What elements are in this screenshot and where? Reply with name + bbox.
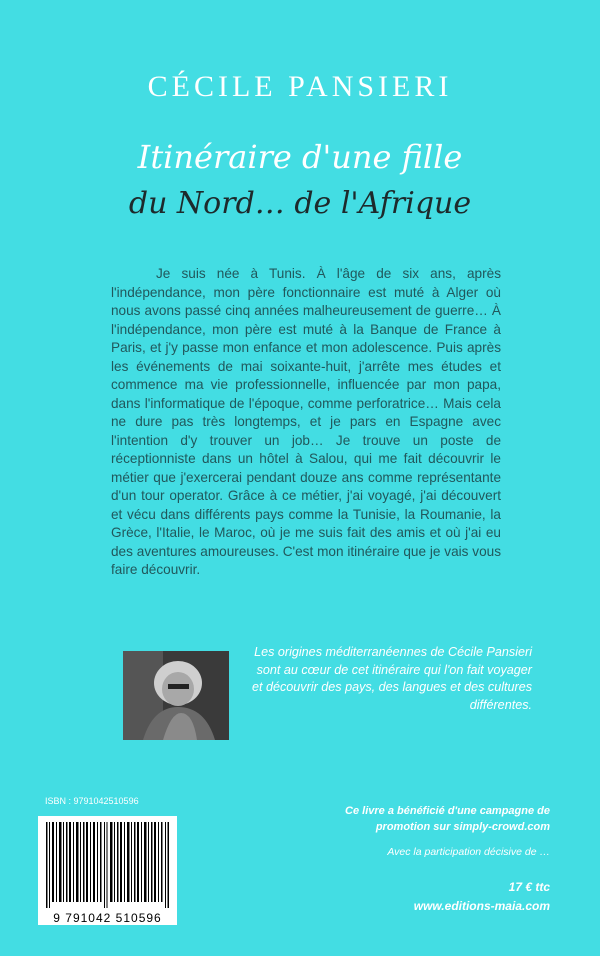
book-title-line1: Itinéraire d'une fille: [137, 138, 463, 176]
publisher-website: www.editions-maia.com: [413, 899, 550, 913]
barcode: [38, 816, 177, 925]
book-summary: Je suis née à Tunis. À l'âge de six ans, après l'indépendance, mon père fonctionnaire est muté à Alger où nous avons passé cinq années malheureusement de guerre… À l'indépendance, mon père est muté à la Banque de France à Paris, et j'y passe mon enfance et mon adolescence. Puis après les événements de mai soixante-huit, j'arrête mes études et commence ma vie professionnelle, influencée par mon papa, dans l'informatique de l'époque, comme perforatrice… Mais cela ne dure pas très longtemps, et je pars en Espagne avec l'intention d'y trouver un job… Je trouve un poste de réceptionniste dans un hôtel à Salou, qui me fait découvrir le métier que j'exercerai pendant douze ans comme représentante d'un tour operator. Grâce à ce métier, j'ai voyagé, j'ai découvert et vécu dans différents pays comme la Tunisie, la Roumanie, la Grèce, l'Italie, le Maroc, où je me suis fait des amis et où j'ai eu des aventures amoureuses. C'est mon itinéraire que je vais vous faire découvrir.: [111, 266, 501, 577]
book-title-line2: du Nord… de l'Afrique: [128, 186, 472, 221]
author-bio: Les origines méditerranéennes de Cécile Pansieri sont au cœur de cet itinéraire qui l'on fait voyager et découvrir des pays, des langues et des cultures différentes.: [251, 645, 532, 712]
barcode-digits: 9 791042 510596: [53, 911, 162, 925]
price-label: 17 € ttc: [508, 880, 550, 894]
barcode-bars-icon: [38, 816, 177, 908]
author-portrait-icon: [123, 651, 229, 740]
participation-text: Avec la participation décisive de …: [387, 846, 550, 858]
author-name: CÉCILE PANSIERI: [147, 70, 453, 103]
isbn-label: ISBN : 9791042510596: [45, 796, 139, 806]
promo-text: Ce livre a bénéficié d'une campagne de promotion sur simply-crowd.com: [345, 805, 550, 833]
author-photo: [123, 651, 229, 740]
